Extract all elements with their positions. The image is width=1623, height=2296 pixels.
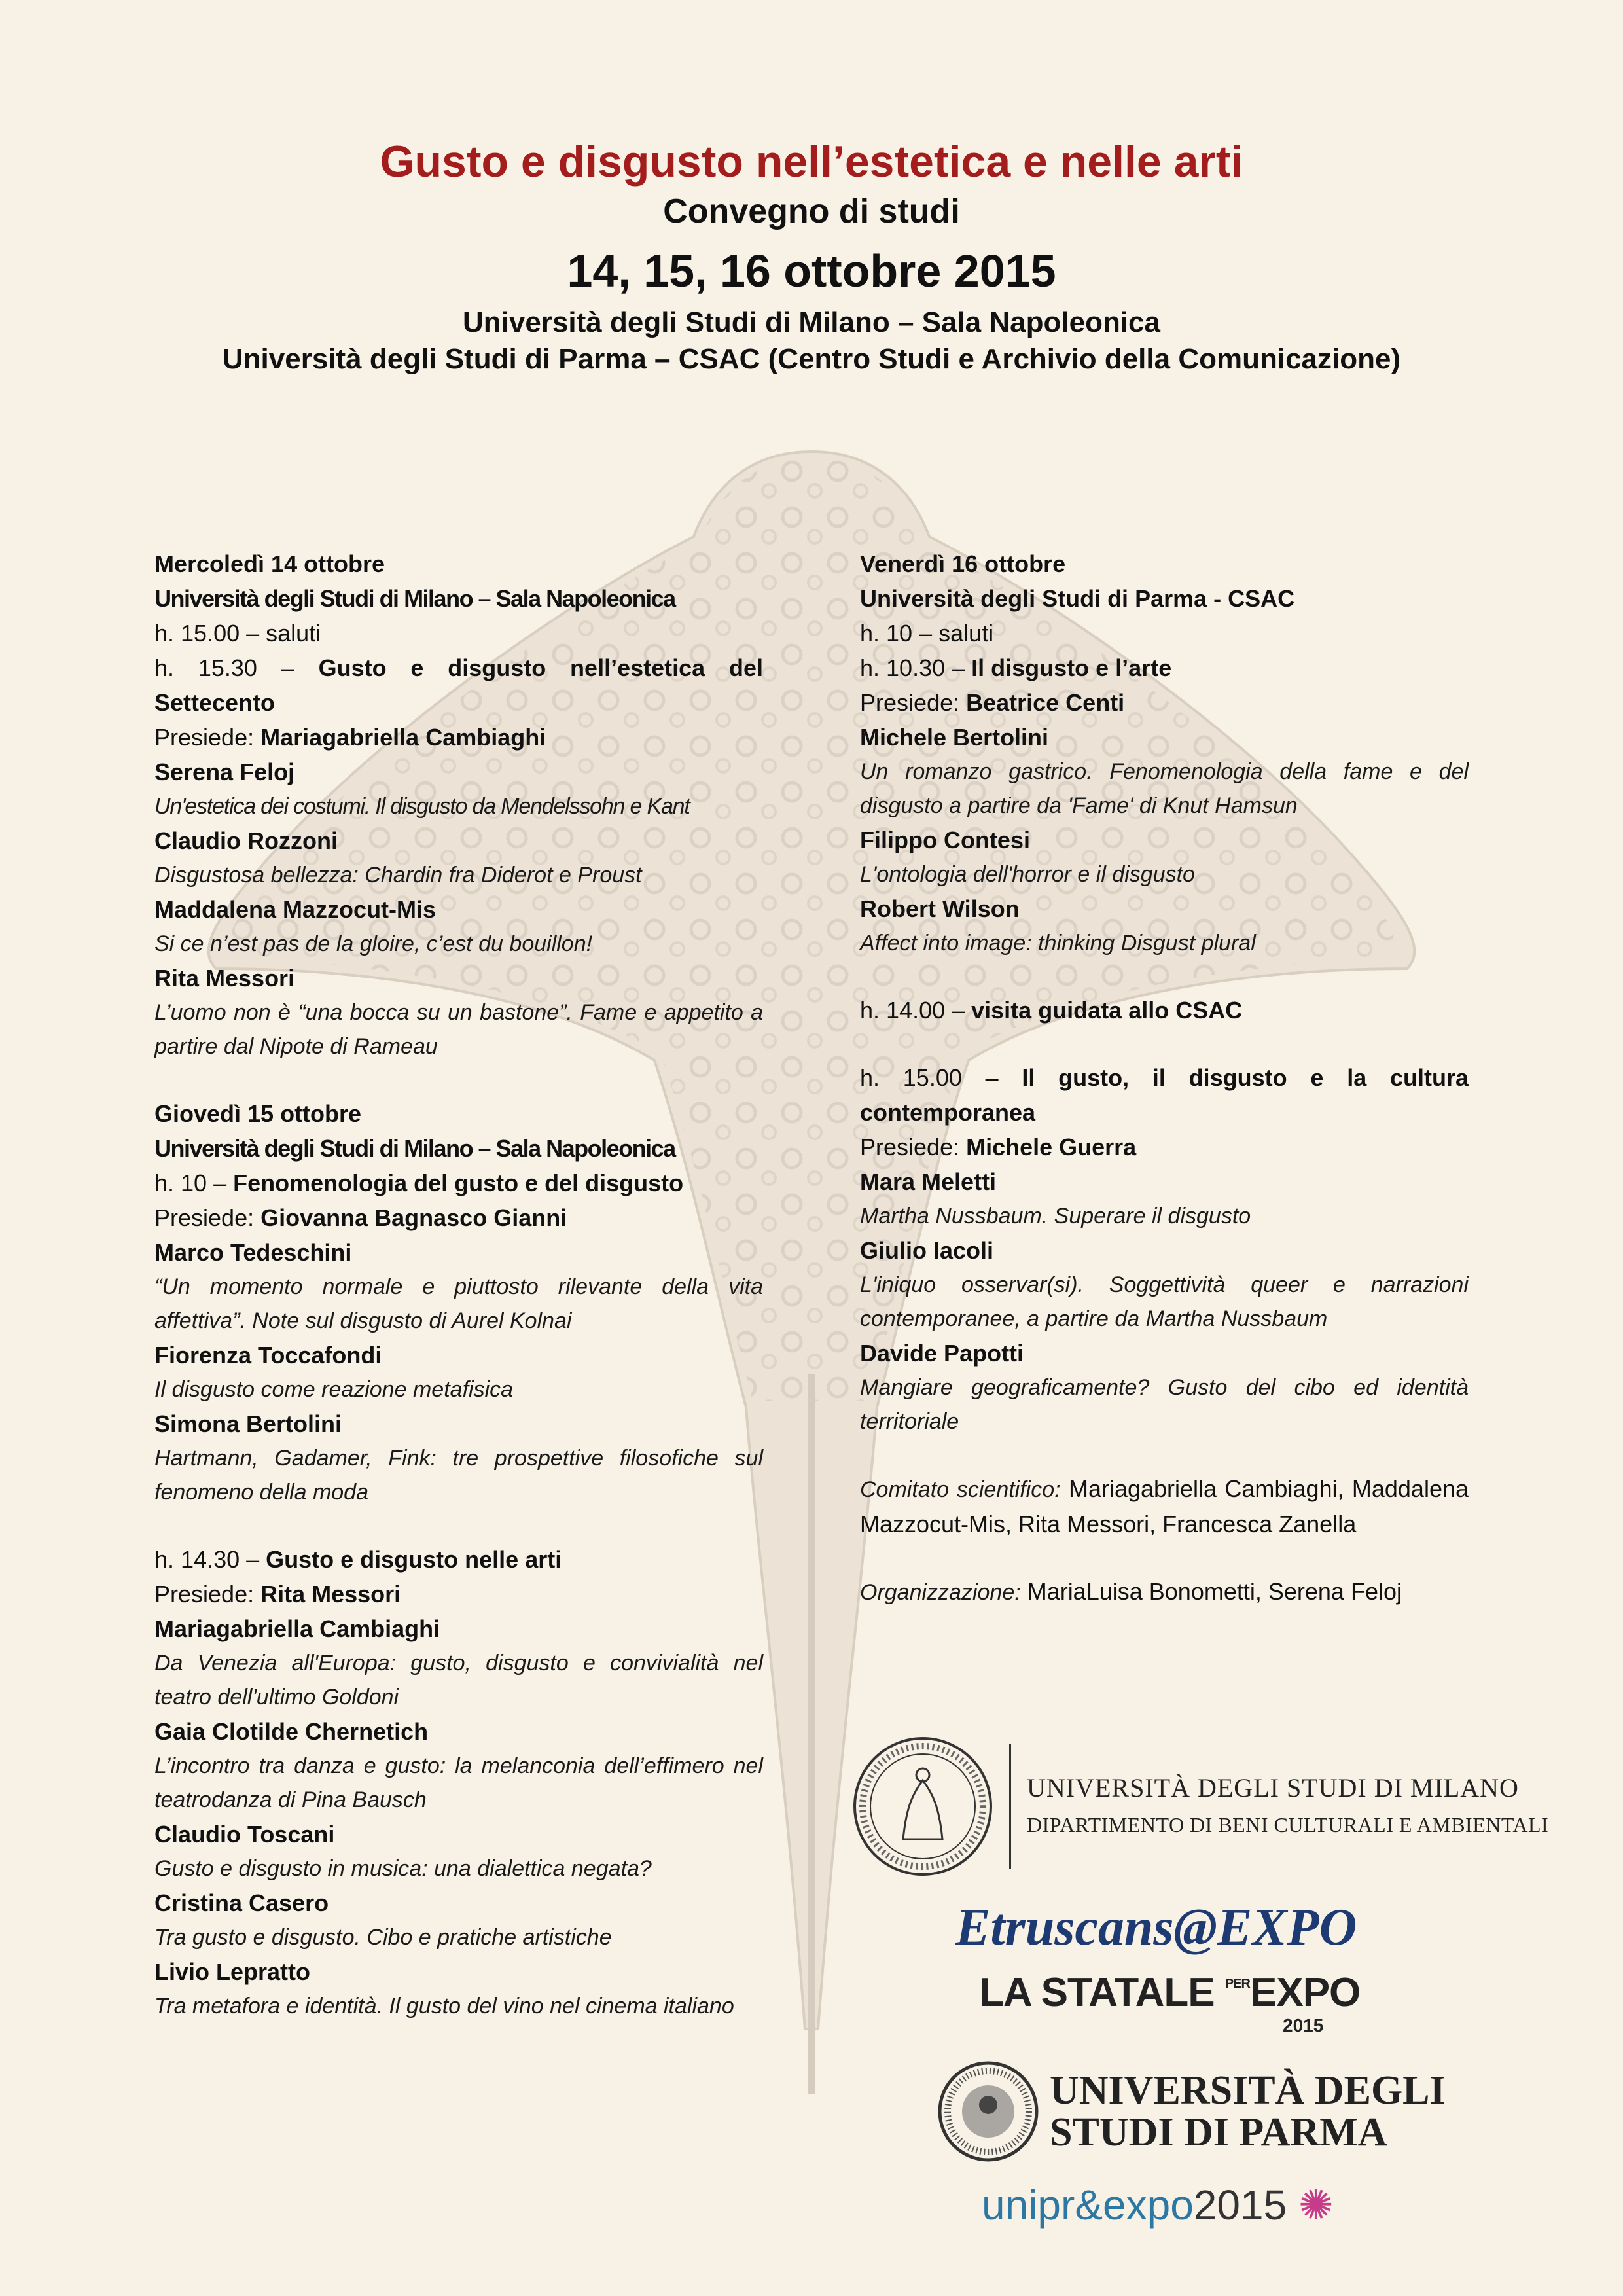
session-chair: [154, 720, 763, 755]
logo-etruscans-expo: Etruscans@EXPO: [955, 1899, 1357, 1956]
session-time: h. 15.00 –: [860, 1064, 1022, 1091]
parma-seal-icon: [936, 2059, 1041, 2164]
session-chair: [154, 1200, 763, 1235]
chair-label: Presiede:: [860, 1134, 967, 1160]
speaker-name: Gaia Clotilde Chernetich: [154, 1718, 429, 1745]
divider: [1009, 1744, 1011, 1869]
session-heading: [860, 1060, 1469, 1130]
session-time: h. 10 –: [154, 1170, 234, 1196]
venue-milano: Università degli Studi di Milano – Sala Napoleonica: [462, 306, 1160, 338]
speaker-name: Livio Lepratto: [154, 1958, 311, 1985]
chair-label: Presiede:: [154, 1581, 261, 1607]
visit-title: visita guidata allo CSAC: [971, 997, 1243, 1024]
talk-title: L'iniquo osservar(si). Soggettività queer e narrazioni contemporanee, a partire da Martha Nussbaum: [860, 1272, 1469, 1331]
talk-title: Da Venezia all'Europa: gusto, disgusto e convivialità nel teatro dell'ultimo Goldoni: [154, 1651, 763, 1710]
chair-name: Giovanna Bagnasco Gianni: [260, 1204, 567, 1231]
speaker-name: Serena Feloj: [154, 759, 295, 785]
session-chair: [860, 1130, 1469, 1164]
talk-title: Affect into image: thinking Disgust plural: [860, 931, 1256, 956]
day-date: Venerdì 16 ottobre: [860, 550, 1066, 577]
day-venue: Università degli Studi di Milano – Sala Napoleonica: [154, 585, 675, 612]
chair-name: Rita Messori: [260, 1581, 401, 1607]
talk-title: Martha Nussbaum. Superare il disgusto: [860, 1204, 1251, 1229]
session-title: Fenomenologia del gusto e del disgusto: [233, 1170, 684, 1196]
parma-line-2: STUDI DI PARMA: [1050, 2110, 1387, 2155]
organization-members: MariaLuisa Bonometti, Serena Feloj: [1020, 1578, 1402, 1605]
speaker-name: Mara Meletti: [860, 1168, 997, 1195]
chair-name: Michele Guerra: [966, 1134, 1137, 1160]
speaker-name: Davide Papotti: [860, 1340, 1024, 1367]
session-title: Gusto e disgusto nell’estetica del Settecento: [154, 655, 763, 716]
statale-expo-text: EXPO: [1250, 1970, 1361, 2015]
session-title: Il disgusto e l’arte: [971, 655, 1172, 681]
talk-title: Un romanzo gastrico. Fenomenologia della fame e del disgusto a partire da 'Fame' di Knut Hamsun: [860, 759, 1469, 818]
speaker-name: Simona Bertolini: [154, 1410, 342, 1437]
speaker-name: Claudio Rozzoni: [154, 827, 338, 854]
session-time: h. 14.30 –: [154, 1546, 266, 1573]
talk-title: L'ontologia dell'horror e il disgusto: [860, 862, 1195, 887]
poster-title: Gusto e disgusto nell’estetica e nelle arti: [380, 137, 1243, 187]
chair-label: Presiede:: [154, 724, 261, 751]
speaker-name: Claudio Toscani: [154, 1821, 335, 1848]
talk-title: L’incontro tra danza e gusto: la melanconia dell’effimero nel teatrodanza di Pina Bausch: [154, 1753, 763, 1812]
chair-name: Beatrice Centi: [966, 689, 1125, 716]
talk-title: Gusto e disgusto in musica: una dialettica negata?: [154, 1856, 652, 1881]
logo-statale-expo: [851, 1961, 1571, 2016]
parma-text: [1050, 2070, 1446, 2153]
conference-dates: 14, 15, 16 ottobre 2015: [567, 245, 1056, 296]
visit-time: h. 14.00 –: [860, 997, 972, 1024]
session-heading: [860, 651, 1469, 685]
schedule-item: h. 15.00 – saluti: [154, 620, 321, 647]
visit-item: [860, 993, 1469, 1028]
speaker-name: Cristina Casero: [154, 1890, 329, 1916]
session-heading: [154, 1166, 763, 1200]
speaker-name: Mariagabriella Cambiaghi: [154, 1615, 440, 1642]
talk-title: Tra gusto e disgusto. Cibo e pratiche artistiche: [154, 1925, 612, 1950]
talk-title: Tra metafora e identità. Il gusto del vino nel cinema italiano: [154, 1994, 734, 2018]
speaker-name: Rita Messori: [154, 965, 295, 992]
chair-label: Presiede:: [154, 1204, 261, 1231]
statale-per: PER: [1224, 1977, 1250, 1991]
speaker-name: Giulio Iacoli: [860, 1237, 994, 1264]
unipr-year: 2015: [1193, 2181, 1287, 2229]
organization-label: Organizzazione:: [860, 1580, 1021, 1605]
talk-title: Si ce n’est pas de la gloire, c’est du bouillon!: [154, 931, 593, 956]
session-title: Il gusto, il disgusto e la cultura contemporanea: [860, 1064, 1469, 1126]
session-title: Gusto e disgusto nelle arti: [266, 1546, 562, 1573]
talk-title: Disgustosa bellezza: Chardin fra Diderot e Proust: [154, 863, 642, 888]
committee-members: Mariagabriella Cambiaghi, Maddalena Mazzocut-Mis, Rita Messori, Francesca Zanella: [860, 1475, 1469, 1537]
day-date: Giovedì 15 ottobre: [154, 1100, 362, 1127]
statale-year: 2015: [1283, 2015, 1324, 2036]
scientific-committee: [860, 1471, 1469, 1541]
speaker-name: Fiorenza Toccafondi: [154, 1342, 382, 1369]
chair-label: Presiede:: [860, 689, 967, 716]
session-heading: [154, 651, 763, 720]
session-heading: [154, 1542, 763, 1577]
logo-universita-milano: [851, 1728, 1571, 1885]
session-chair: [860, 685, 1469, 720]
program-right-column: [860, 547, 1469, 1609]
talk-title: Hartmann, Gadamer, Fink: tre prospettive filosofiche sul fenomeno della moda: [154, 1446, 763, 1505]
speaker-name: Marco Tedeschini: [154, 1239, 352, 1266]
milano-seal-icon: [851, 1734, 995, 1878]
parma-line-1: UNIVERSITÀ DEGLI: [1050, 2068, 1446, 2113]
talk-title: Un'estetica dei costumi. Il disgusto da Mendelssohn e Kant: [154, 794, 690, 819]
chair-name: Mariagabriella Cambiaghi: [260, 724, 546, 751]
organization: [860, 1574, 1469, 1609]
logo-unipr-expo: [851, 2181, 1571, 2229]
talk-title: L’uomo non è “una bocca su un bastone”. Fame e appetito a partire dal Nipote di Rameau: [154, 1000, 763, 1059]
sponsor-logos: [851, 1728, 1571, 2229]
speaker-name: Robert Wilson: [860, 895, 1020, 922]
speaker-name: Maddalena Mazzocut-Mis: [154, 896, 437, 923]
day-venue: Università degli Studi di Parma - CSAC: [860, 585, 1295, 612]
day-venue: Università degli Studi di Milano – Sala Napoleonica: [154, 1135, 675, 1162]
session-time: h. 10.30 –: [860, 655, 972, 681]
logo-universita-parma: [851, 2059, 1571, 2164]
speaker-name: Filippo Contesi: [860, 827, 1030, 853]
program-left-column: [154, 547, 763, 2023]
milano-text: [1027, 1770, 1548, 1843]
flower-icon: ✺: [1298, 2181, 1334, 2229]
poster-subtitle: Convegno di studi: [663, 192, 960, 230]
poster-header: [0, 134, 1623, 378]
committee-label: Comitato scientifico:: [860, 1477, 1061, 1502]
milano-name: UNIVERSITÀ DEGLI STUDI DI MILANO: [1027, 1773, 1519, 1803]
talk-title: Il disgusto come reazione metafisica: [154, 1377, 514, 1402]
talk-title: Mangiare geograficamente? Gusto del cibo ed identità territoriale: [860, 1375, 1469, 1434]
session-chair: [154, 1577, 763, 1611]
session-time: h. 15.30 –: [154, 655, 319, 681]
venue-parma: Università degli Studi di Parma – CSAC (Centro Studi e Archivio della Comunicazione): [222, 343, 1401, 375]
talk-title: “Un momento normale e piuttosto rilevante della vita affettiva”. Note sul disgusto di Aurel Kolnai: [154, 1274, 763, 1333]
speaker-name: Michele Bertolini: [860, 724, 1049, 751]
schedule-item: h. 10 – saluti: [860, 620, 994, 647]
statale-text: LA STATALE: [979, 1970, 1215, 2015]
milano-department: DIPARTIMENTO DI BENI CULTURALI E AMBIENTALI: [1027, 1813, 1549, 1837]
day-date: Mercoledì 14 ottobre: [154, 550, 385, 577]
unipr-text: unipr&expo: [982, 2181, 1194, 2229]
